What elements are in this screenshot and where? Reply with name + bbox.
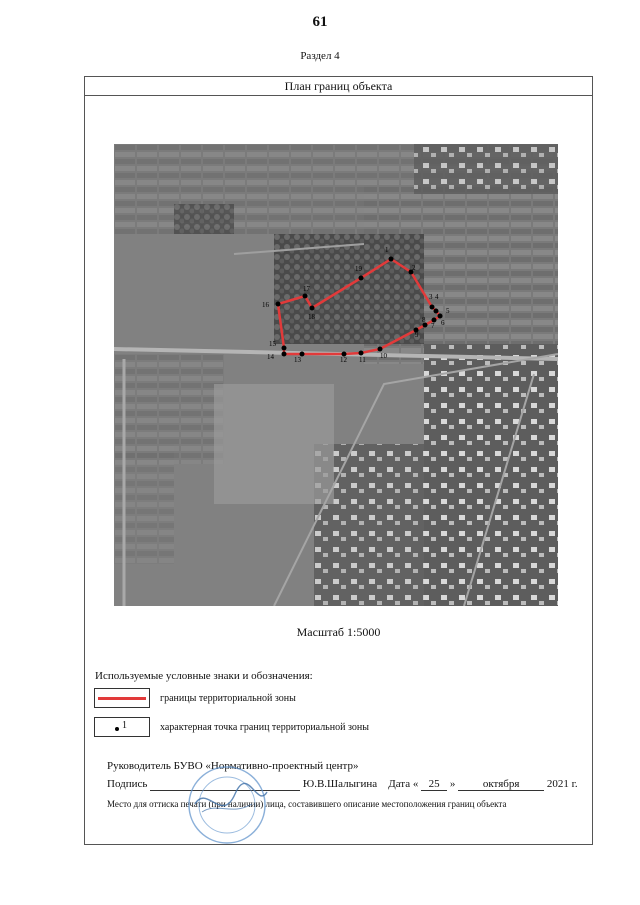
point-label: 9 xyxy=(415,331,419,339)
point-label: 1 xyxy=(385,246,389,254)
aerial-map xyxy=(114,144,558,606)
point-label: 17 xyxy=(303,285,310,293)
point-label: 4 xyxy=(435,293,439,301)
map-scale: Масштаб 1:5000 xyxy=(296,625,381,639)
point-label: 11 xyxy=(359,356,366,364)
point-label: 2 xyxy=(412,264,416,272)
legend-boundary-swatch xyxy=(94,688,150,708)
point-label: 3 xyxy=(429,293,433,301)
date-mid: » xyxy=(449,778,456,790)
point-label: 19 xyxy=(355,265,362,273)
date-month: октября xyxy=(458,778,544,791)
signature-label: Подпись xyxy=(107,778,148,790)
point-label: 5 xyxy=(446,307,450,315)
plan-frame xyxy=(84,76,593,845)
legend-title: Используемые условные знаки и обозначения: xyxy=(95,670,313,682)
point-label: 13 xyxy=(294,356,301,364)
signer-name: Ю.В.Шалыгина xyxy=(302,778,378,790)
page-number: 61 xyxy=(312,14,328,30)
signature-head: Руководитель БУВО «Нормативно-проектный центр» xyxy=(107,760,359,772)
point-label: 12 xyxy=(340,356,347,364)
stamp-seal xyxy=(177,764,277,846)
point-label: 18 xyxy=(308,313,315,321)
point-dot-icon xyxy=(115,727,119,731)
date-label: Дата « xyxy=(388,778,419,790)
legend-point-swatch xyxy=(94,717,150,737)
point-label: 6 xyxy=(441,319,445,327)
plan-title: План границ объекта xyxy=(85,77,592,96)
boundary-line-icon xyxy=(98,697,146,700)
legend-point-label: характерная точка границ территориальной зоны xyxy=(160,722,369,733)
stamp-note: Место для оттиска печати (при наличии) лица, составившего описание местоположения границ объекта xyxy=(107,799,507,809)
legend-boundary-label: границы территориальной зоны xyxy=(160,693,296,704)
point-label: 15 xyxy=(269,340,276,348)
date-day: 25 xyxy=(421,778,447,791)
point-label: 10 xyxy=(380,352,387,360)
map-svg xyxy=(114,144,558,606)
point-label: 14 xyxy=(267,353,274,361)
section-label: Раздел 4 xyxy=(300,50,340,62)
date-year: 2021 г. xyxy=(546,778,578,790)
legend-point-number: 1 xyxy=(122,720,127,731)
point-label: 16 xyxy=(262,301,269,309)
point-label: 8 xyxy=(422,316,426,324)
point-label: 7 xyxy=(431,322,435,330)
